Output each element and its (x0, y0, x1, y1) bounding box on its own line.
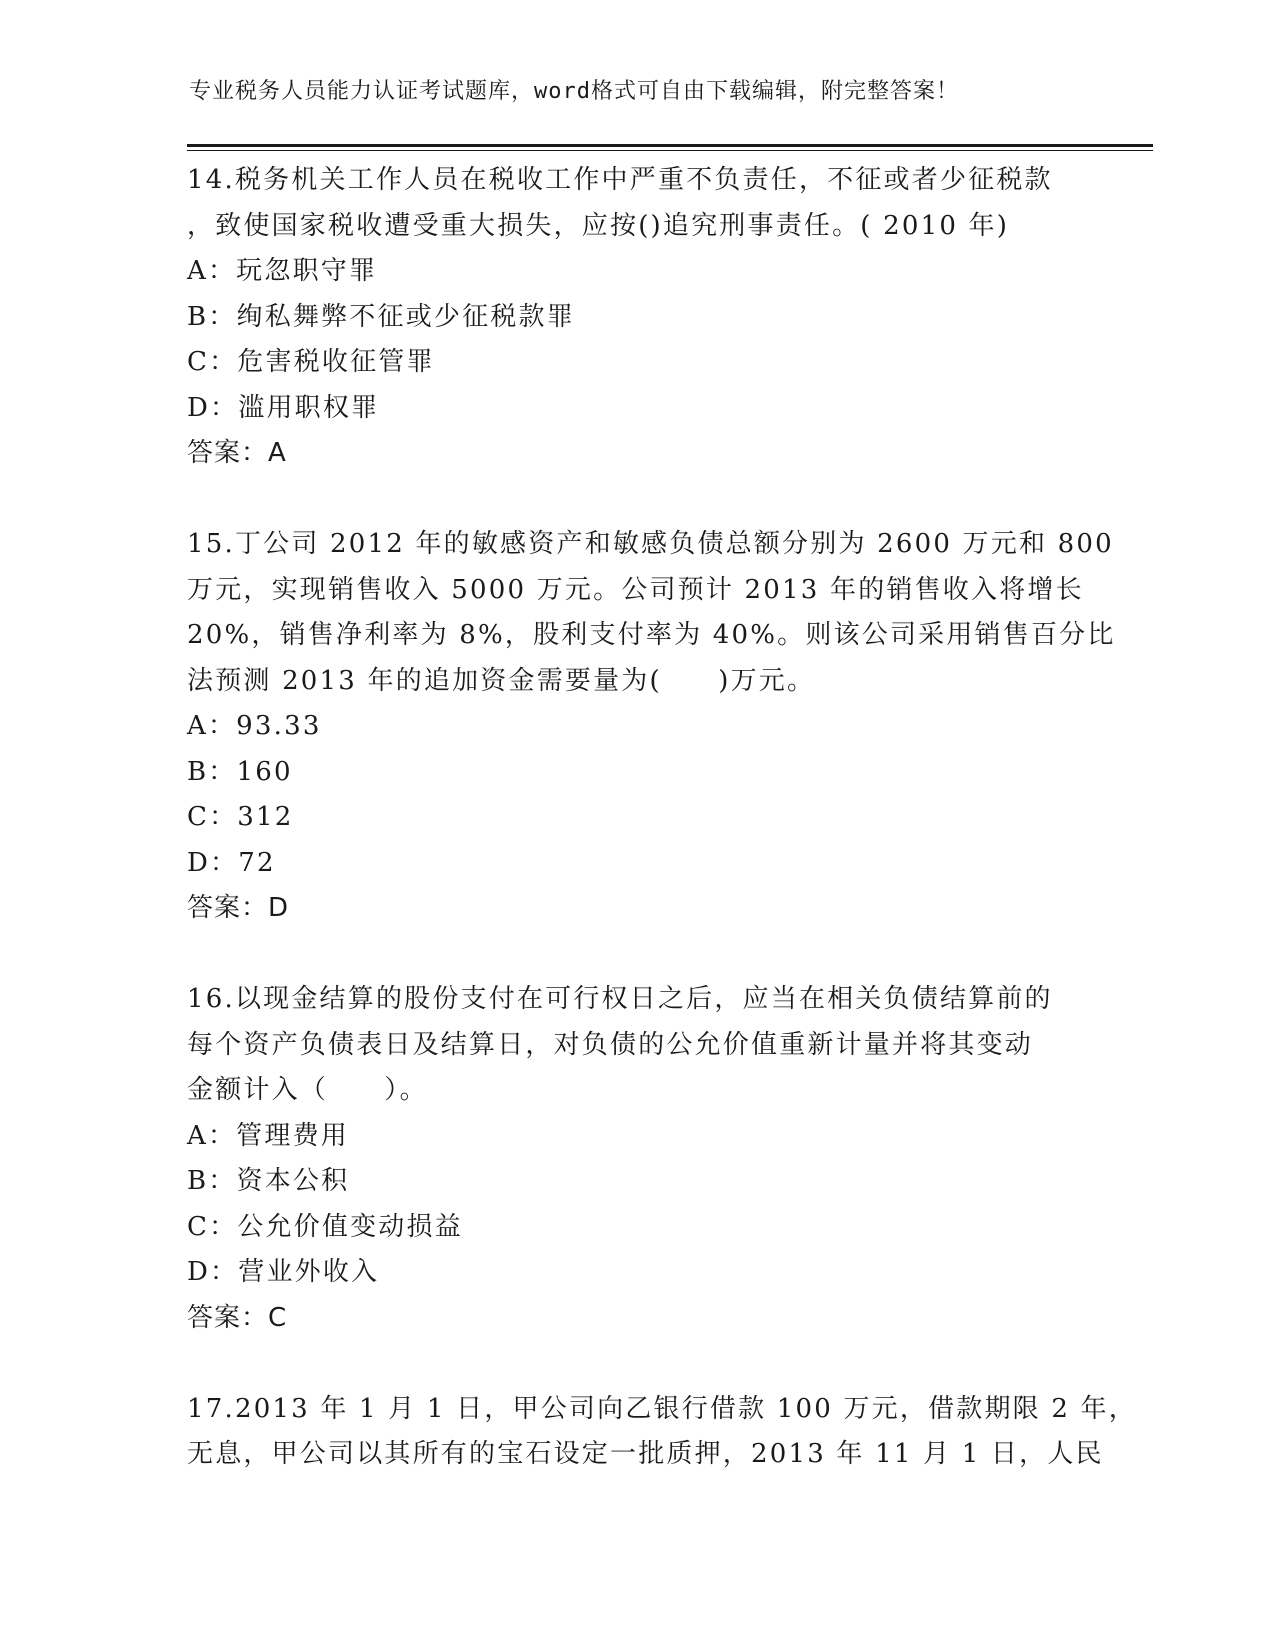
option-b: B：资本公积 (187, 1166, 350, 1196)
question-text-line: 无息，甲公司以其所有的宝石设定一批质押，2013 年 11 月 1 日，人民 (187, 1439, 1104, 1469)
option-c: C：危害税收征管罪 (187, 347, 435, 377)
question-text-line: 14.税务机关工作人员在税收工作中严重不负责任，不征或者少征税款 (187, 165, 1053, 195)
answer: 答案：D (187, 893, 290, 923)
question-text-line: ，致使国家税收遭受重大损失，应按()追究刑事责任。( 2010 年) (187, 210, 1010, 241)
question-text-line: 每个资产负债表日及结算日，对负债的公允价值重新计量并将其变动 (187, 1029, 1034, 1060)
option-a: A：玩忽职守罪 (187, 256, 378, 286)
question-list (187, 158, 1137, 1478)
option-c: C：312 (187, 802, 294, 832)
question-text-line: 金额计入（ ）。 (187, 1075, 428, 1105)
question-text-line: 20%，销售净利率为 8%，股利支付率为 40%。则该公司采用销售百分比 (187, 620, 1116, 650)
question-15 (187, 522, 1116, 932)
answer: 答案：C (187, 1302, 288, 1333)
question-gap (187, 477, 1087, 523)
question-17 (187, 1387, 1137, 1478)
question-gap (187, 1341, 1087, 1387)
question-text-line: 17.2013 年 1 月 1 日，甲公司向乙银行借款 100 万元，借款期限 2 年， (187, 1393, 1137, 1424)
question-text-line: 万元，实现销售收入 5000 万元。公司预计 2013 年的销售收入将增长 (187, 574, 1084, 605)
question-14 (187, 158, 1087, 477)
question-text-line: 15.丁公司 2012 年的敏感资产和敏感负债总额分别为 2600 万元和 800 (187, 529, 1114, 559)
answer: 答案：A (187, 438, 287, 468)
header-rule-thin (187, 150, 1153, 151)
option-d: D：滥用职权罪 (187, 392, 380, 423)
question-16 (187, 977, 1087, 1341)
option-d: D：72 (187, 847, 276, 878)
option-c: C：公允价值变动损益 (187, 1211, 463, 1242)
option-a: A：93.33 (187, 711, 322, 741)
question-text-line: 法预测 2013 年的追加资金需要量为( )万元。 (187, 665, 816, 696)
option-b: B：160 (187, 756, 293, 787)
option-b: B：绚私舞弊不征或少征税款罪 (187, 301, 575, 332)
question-text-line: 16.以现金结算的股份支付在可行权日之后，应当在相关负债结算前的 (187, 984, 1053, 1014)
header-rule-thick (187, 144, 1153, 147)
option-d: D：营业外收入 (187, 1257, 380, 1287)
option-a: A：管理费用 (187, 1120, 349, 1151)
page-header: 专业税务人员能力认证考试题库，word格式可自由下载编辑，附完整答案！ (189, 79, 959, 104)
question-gap (187, 932, 1087, 978)
